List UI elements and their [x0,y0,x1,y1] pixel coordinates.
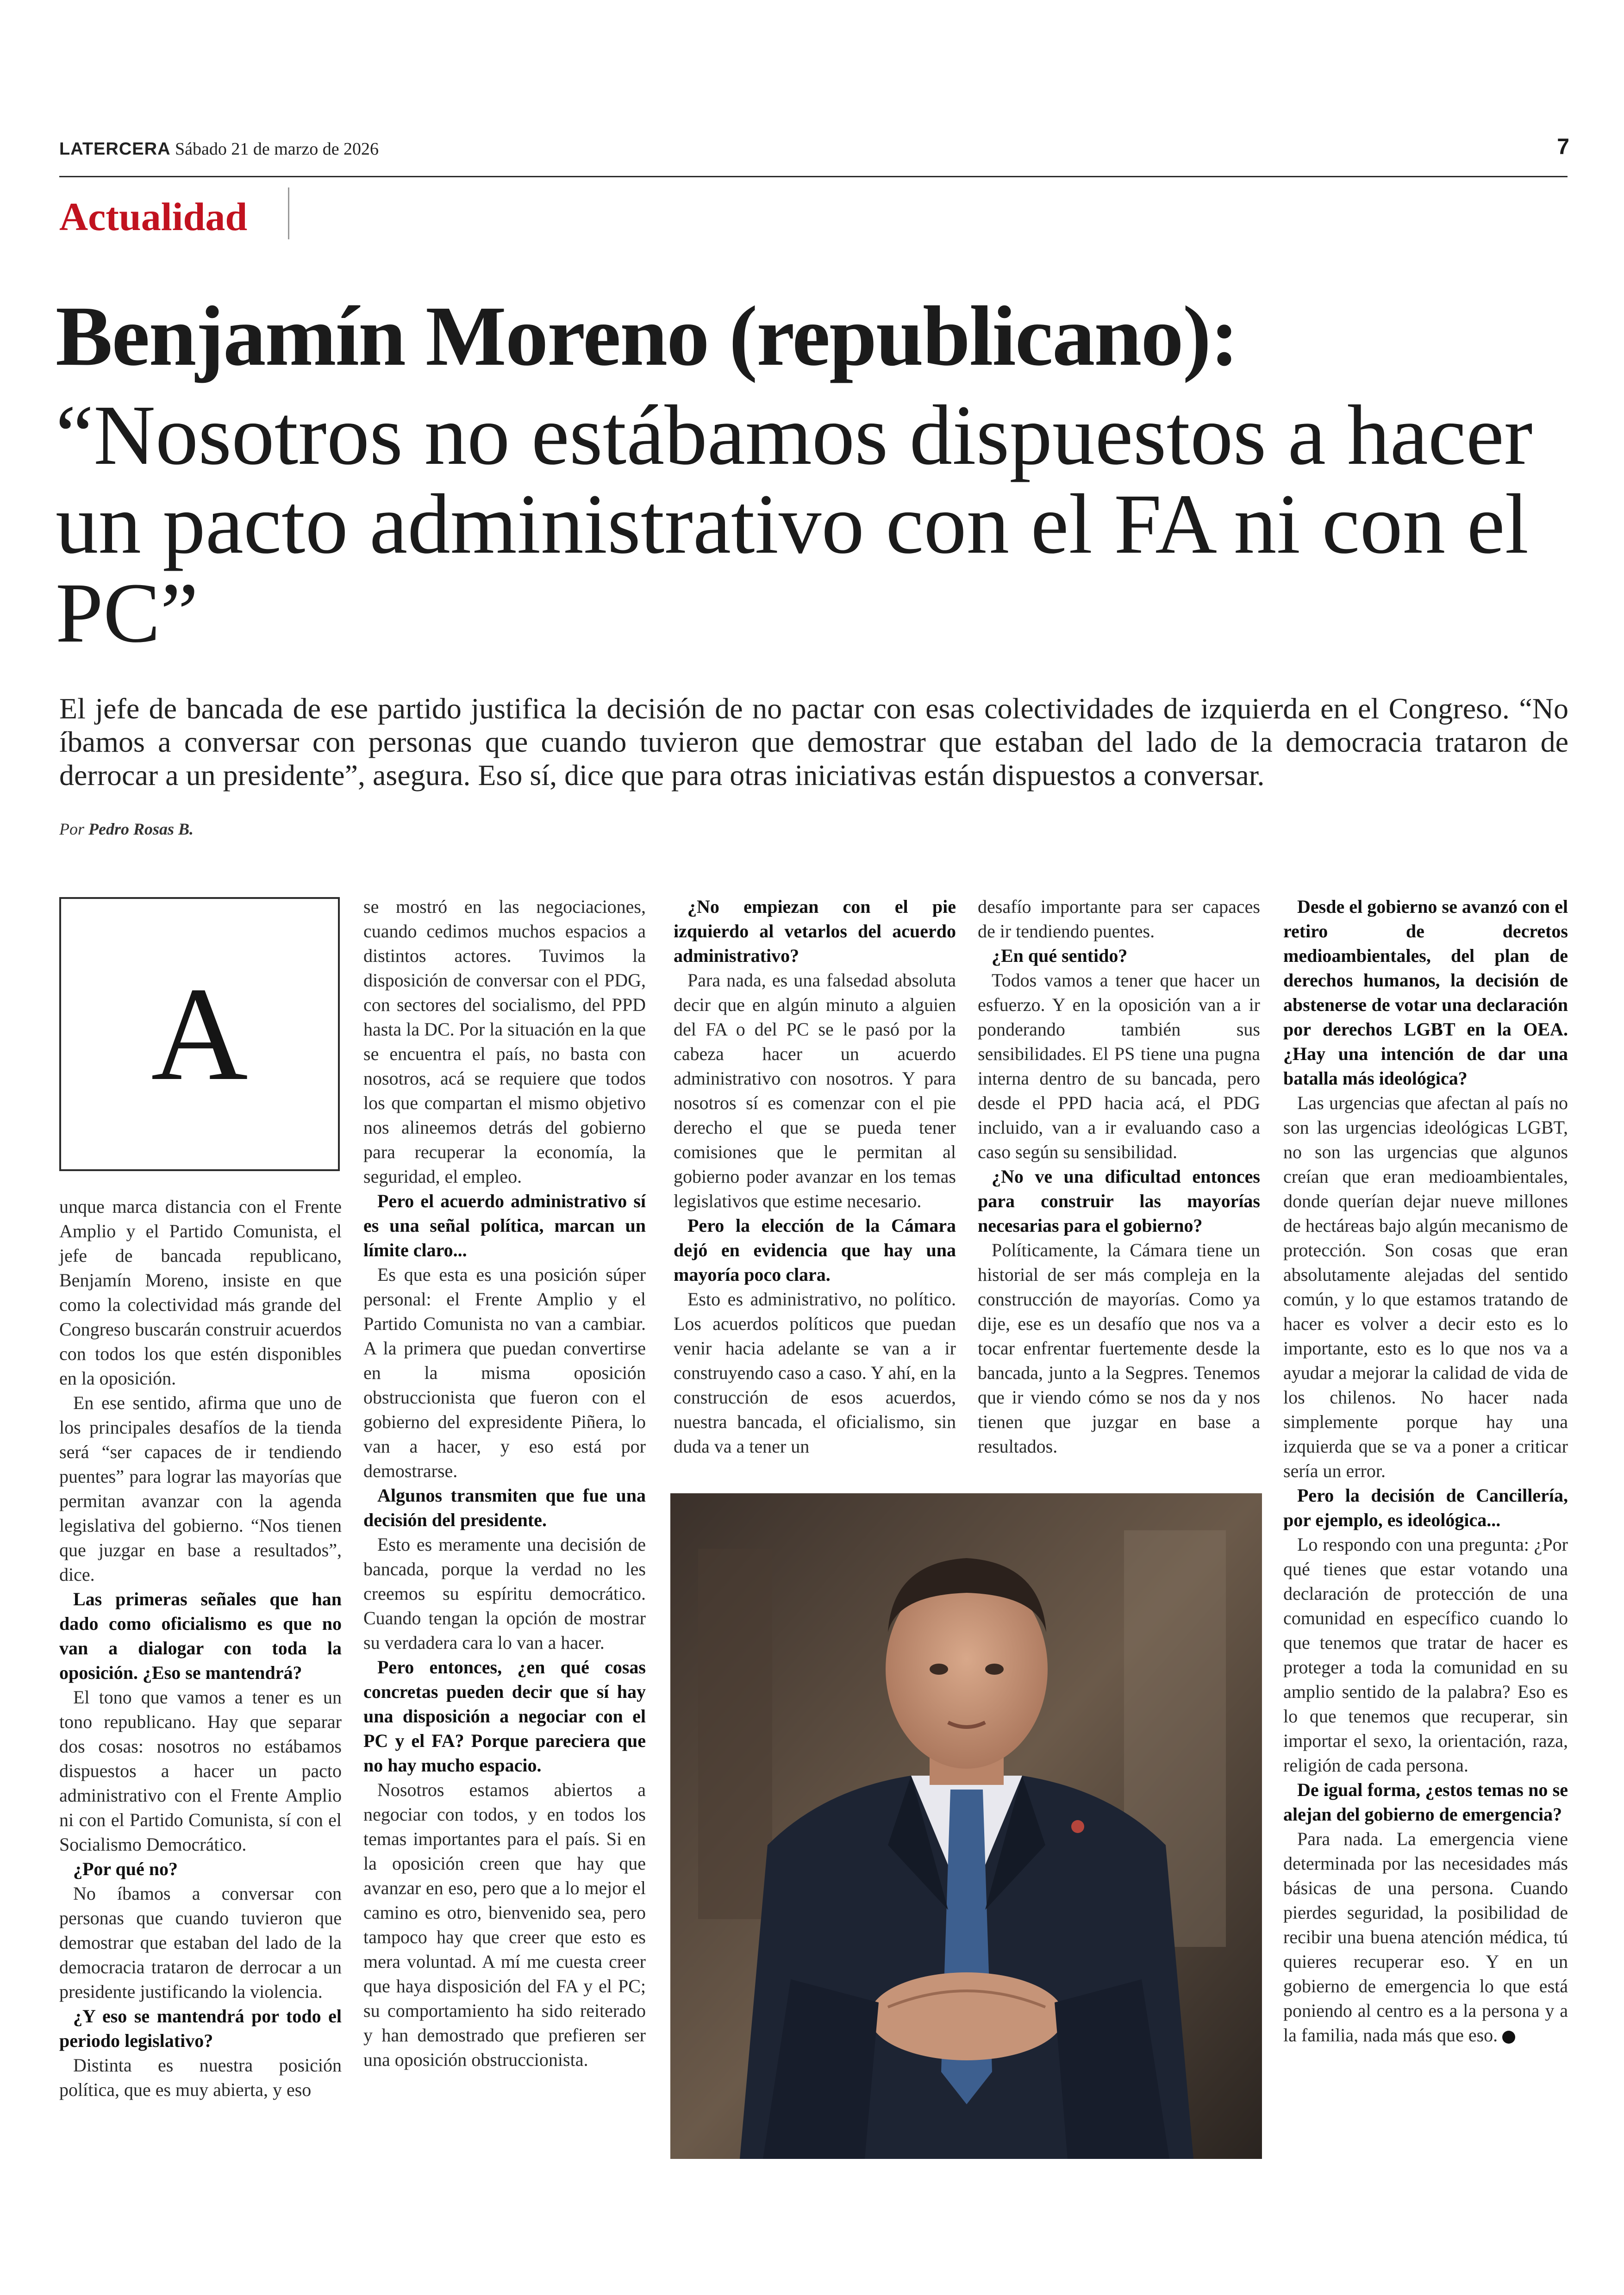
interview-question: ¿Por qué no? [73,1858,178,1879]
article-paragraph: Políticamente, la Cámara tiene un historial de ser más compleja en la construcción de mayorías. Como ya dije, ese es un desafío que nos va a tocar enfrentar fuertemente desde la bancada, junto a la Segpres. Tenemos que ir viendo cómo se nos da y nos tienen que juzgar en base a resultados. [978,1240,1260,1457]
interview-question: ¿No ve una dificultad entonces para construir las mayorías necesarias para el gobierno? [978,1166,1260,1236]
portrait-illustration [670,1493,1262,2159]
interview-question: ¿En qué sentido? [992,945,1128,966]
interview-question: Algunos transmiten que fue una decisión del presidente. [363,1485,646,1530]
drop-cap-letter: A [151,960,248,1108]
article-paragraph: No íbamos a conversar con personas que cuando tuvieron que demostrar que estaban del lado de la democracia trataron de derrocar a un presidente justificando la violencia. [59,1883,342,2002]
article-paragraph: Esto es meramente una decisión de bancada, porque la verdad no les creemos su espíritu democrático. Cuando tengan la opción de mostrar su verdadera cara lo van a hacer. [363,1534,646,1653]
interview-question: Pero el acuerdo administrativo sí es una señal política, marcan un límite claro... [363,1191,646,1260]
article-paragraph: unque marca distancia con el Frente Amplio y el Partido Comunista, el jefe de bancada republicano, Benjamín Moreno, insiste en que como la colectividad más grande del Congreso buscarán construir acuerdos con todos los que estén disponibles en la oposición. [59,1196,342,1389]
article-paragraph: Para nada, es una falsedad absoluta decir que en algún minuto a alguien del FA o del PC se le pasó por la cabeza hacer un acuerdo administrativo con nosotros. Y para nosotros sí es comenzar con el pie derecho el que se pueda tener comisiones que le permitan al gobierno poder avanzar en los temas legislativos que estime necesario. [674,970,956,1211]
headline: Benjamín Moreno (republicano): [56,289,1238,384]
article-paragraph: El tono que vamos a tener es un tono republicano. Hay que separar dos cosas: nosotros no estábamos dispuestos a hacer un pacto administrativo con el Frente Amplio ni con el Partido Comunista, sí con el Socialismo Democrático. [59,1687,342,1855]
interview-photo [670,1493,1262,2159]
article-paragraph: Esto es administrativo, no político. Los acuerdos políticos que puedan venir hacia adelante se van a ir construyendo caso a caso. Y ahí, en la construcción de esos acuerdos, nuestra bancada, el oficialismo, sin duda va a tener un [674,1289,956,1457]
article-paragraph: desafío importante para ser capaces de ir tendiendo puentes. [978,896,1260,942]
article-paragraph: Las urgencias que afectan al país no son las urgencias ideológicas LGBT, no son las urgencias que algunos creían que eran medioambientales, donde querían dejar nueve millones de hectáreas bajo algún mecanismo de protección. Son cosas que eran absolutamente alejadas del sentido común, y lo que estamos tratando de hacer es volver a decir esto es lo importante, esto es lo que nos va a ayudar a mejorar la calidad de vida de los chilenos. No hacer nada simplemente porque hay una izquierda que se va a poner a criticar sería un error. [1283,1092,1568,1481]
article-column-4 [978,894,1260,1459]
article-paragraph: Distinta es nuestra posición política, que es muy abierta, y eso [59,2055,342,2100]
interview-question: Pero la decisión de Cancillería, por ejemplo, es ideológica... [1283,1485,1568,1530]
byline-prefix: Por [59,820,84,838]
article-paragraph: Todos vamos a tener que hacer un esfuerzo. Y en la oposición van a ir ponderando también sus sensibilidades. El PS tiene una pugna interna dentro de su bancada, pero desde el PPD hacia acá, el PDG incluido, van a ir evaluando caso a caso según su sensibilidad. [978,970,1260,1162]
interview-question: Desde el gobierno se avanzó con el retiro de decretos medioambientales, del plan de derechos humanos, la decisión de abstenerse de votar una declaración por derechos LGBT en la OEA. ¿Hay una intención de dar una batalla más ideológica? [1283,896,1568,1089]
article-paragraph: En ese sentido, afirma que uno de los principales desafíos de la tienda será “ser capaces de ir tendiendo puentes” para lograr las mayorías que permitan avanzar con la agenda legislativa del gobierno. “Nos tienen que juzgar en base a resultados”, dice. [59,1392,342,1585]
masthead [59,139,379,159]
article-column-3 [674,894,956,1459]
interview-question: ¿Y eso se mantendrá por todo el periodo legislativo? [59,2006,342,2051]
header-rule [59,176,1568,177]
end-of-article-mark [1502,2031,1515,2044]
section-label: Actualidad [59,194,248,239]
interview-question: Pero la elección de la Cámara dejó en evidencia que hay una mayoría poco clara. [674,1215,956,1285]
interview-question: ¿No empiezan con el pie izquierdo al vetarlos del acuerdo administrativo? [674,896,956,966]
article-dek: El jefe de bancada de ese partido justifica la decisión de no pactar con esas colectividades de izquierda en el Congreso. “No íbamos a conversar con personas que cuando tuvieron que demostrar que estaban del lado de la democracia trataron de derrocar a un presidente”, asegura. Eso sí, dice que para otras iniciativas están dispuestos a conversar. [59,692,1568,792]
article-column-1 [59,1194,342,2102]
newspaper-brand: LATERCERA [59,139,171,159]
byline-author: Pedro Rosas B. [88,820,194,838]
interview-question: Pero entonces, ¿en qué cosas concretas pueden decir que sí hay una disposición a negociar con el PC y el FA? Porque pareciera que no hay mucho espacio. [363,1657,646,1776]
article-paragraph: Para nada. La emergencia viene determinada por las necesidades más básicas de una persona. Cuando pierdes seguridad, la posibilidad de recibir una buena atención médica, tú quieres recuperar eso. Y en un gobierno de emergencia lo que está poniendo al centro es a la persona y a la familia, nada más que eso. [1283,1828,1568,2046]
article-paragraph: Lo respondo con una pregunta: ¿Por qué tienes que estar votando una declaración de protección de una comunidad en específico cuando lo que tenemos que tratar de hacer es proteger a toda la comunidad en su amplio sentido de la palabra? Eso es lo que tenemos que recuperar, sin importar el sexo, la orientación, raza, religión de cada persona. [1283,1534,1568,1776]
article-paragraph: Nosotros estamos abiertos a negociar con todos, y en todos los temas importantes para el país. Si en la oposición creen que hay que avanzar en eso, pero que a lo mejor el camino es otro, bienvenido sea, pero tampoco hay que creer que esto es mera voluntad. A mí me cuesta creer que haya disposición del FA y el PC; su comportamiento ha sido reiterado y han demostrado que prefieren ser una oposición obstruccionista. [363,1779,646,2070]
byline [59,819,194,839]
article-paragraph: Es que esta es una posición súper personal: el Frente Amplio y el Partido Comunista no van a cambiar. A la primera que puedan convertirse en la misma oposición obstruccionista que fueron con el gobierno del expresidente Piñera, lo van a hacer, y eso está por demostrarse. [363,1264,646,1481]
article-paragraph: se mostró en las negociaciones, cuando cedimos muchos espacios a distintos actores. Tuvimos la disposición de conversar con el PDG, con sectores del socialismo, del PPD hasta la DC. Por la situación en la que se encuentra el país, no basta con nosotros, acá se requiere que todos los que compartan el mismo objetivo nos alineemos detrás del gobierno para recuperar la economía, la seguridad, el empleo. [363,896,646,1187]
page-number: 7 [1557,135,1569,159]
drop-cap-box [59,897,340,1171]
issue-date: Sábado 21 de marzo de 2026 [175,139,379,159]
article-column-2 [363,894,646,2072]
interview-question: Las primeras señales que han dado como oficialismo es que no van a dialogar con toda la oposición. ¿Eso se mantendrá? [59,1589,342,1683]
article-column-5 [1283,894,1568,2047]
interview-question: De igual forma, ¿estos temas no se alejan del gobierno de emergencia? [1283,1779,1568,1825]
section-divider [288,187,289,239]
headline-quote: “Nosotros no estábamos dispuestos a hacer un pacto administrativo con el FA ni con el PC” [56,388,1533,661]
